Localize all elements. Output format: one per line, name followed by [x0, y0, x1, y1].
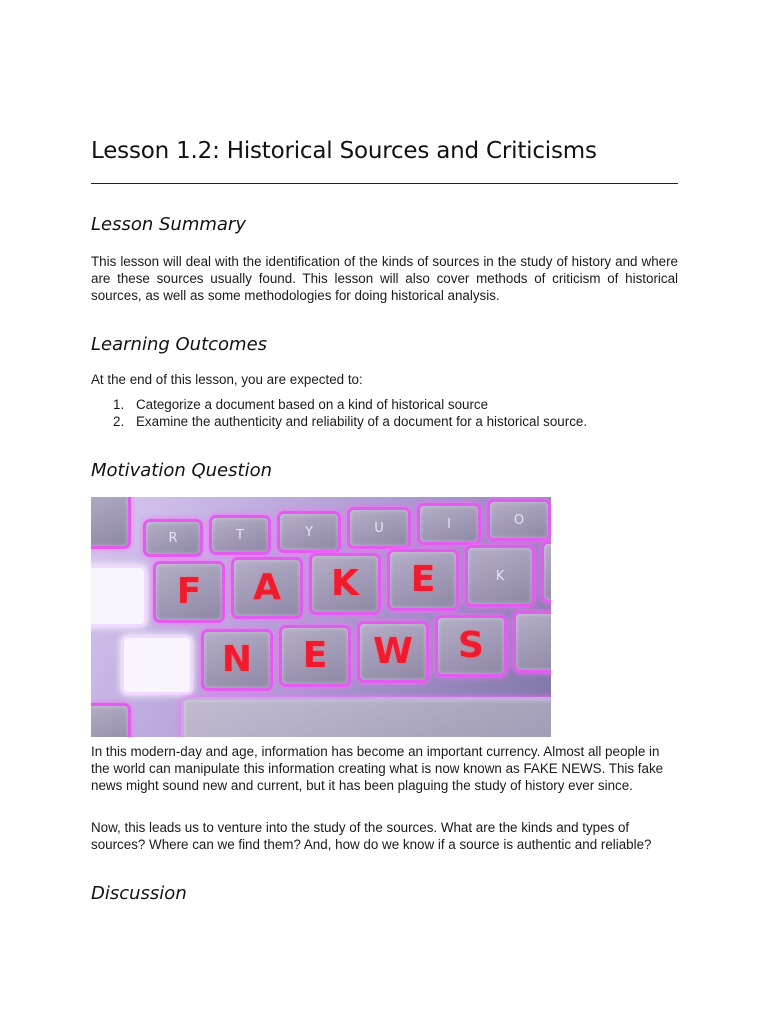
lesson-summary-heading: Lesson Summary: [91, 214, 246, 235]
motivation-paragraph-1: In this modern-day and age, information has become an important currency. Almost all people in the world can manipulate this information creating what is now known as FAKE NEWS. This fake news might sound new and current, but it has been plaguing the study of history ever since.: [91, 744, 664, 793]
keyboard-key: [513, 611, 551, 673]
fake-news-keyboard-image: [91, 497, 551, 737]
keyboard-key: [91, 703, 131, 737]
learning-outcomes-heading: Learning Outcomes: [91, 334, 268, 355]
key-letter: A: [253, 567, 281, 608]
keyboard-key: [121, 635, 193, 695]
list-item: [91, 396, 678, 413]
key-letter: E: [410, 559, 436, 600]
keyboard-key: [387, 549, 459, 611]
keyboard-key: [435, 615, 507, 677]
keyboard-key: [143, 519, 203, 557]
keyboard-key: [357, 621, 429, 683]
keyboard-key: [91, 497, 131, 549]
keyboard-key: [309, 553, 381, 615]
key-letter: W: [373, 631, 413, 672]
discussion-heading: Discussion: [91, 883, 187, 904]
key-letter: E: [302, 635, 328, 676]
keyboard-key: [417, 503, 481, 545]
key-glyph: T: [236, 527, 244, 543]
key-letter: S: [458, 625, 484, 666]
keyboard-key: [91, 565, 147, 627]
key-glyph: K: [495, 568, 505, 584]
key-glyph: O: [513, 512, 525, 528]
lesson-summary-text: This lesson will deal with the identification of the kinds of sources in the study of history and where are these sources usually found. This lesson will also cover methods of criticism of historical sources, as well as some methodologies for doing historical analysis.: [91, 254, 678, 303]
motivation-paragraph-2: Now, this leads us to venture into the study of the sources. What are the kinds and types of sources? Where can we find them? And, how do we know if a source is authentic and reliable?: [91, 820, 652, 852]
page-title: Lesson 1.2: Historical Sources and Criticisms: [91, 138, 597, 164]
keyboard-key: [209, 515, 271, 555]
learning-outcomes-list: [91, 396, 678, 430]
keyboard-key: [487, 499, 551, 541]
keyboard-key: [465, 545, 535, 607]
keyboard-key: [231, 557, 303, 619]
learning-outcomes-intro: At the end of this lesson, you are expected to:: [91, 372, 363, 387]
keyboard-key: [279, 625, 351, 687]
list-item: [91, 413, 678, 430]
motivation-question-heading: Motivation Question: [91, 460, 272, 481]
key-glyph: U: [374, 520, 384, 536]
keyboard-key: [201, 629, 273, 691]
keyboard-spacebar: [181, 697, 551, 737]
key-letter: F: [176, 571, 202, 612]
list-item-number: 1.: [113, 397, 125, 412]
title-divider: [91, 183, 678, 184]
keyboard-key: [347, 507, 411, 549]
key-glyph: Y: [305, 524, 313, 540]
keyboard-key: [153, 561, 225, 623]
list-item-text: Categorize a document based on a kind of historical source: [136, 397, 489, 412]
key-letter: N: [221, 639, 253, 680]
list-item-number: 2.: [113, 414, 125, 429]
list-item-text: Examine the authenticity and reliability of a document for a historical source.: [136, 414, 588, 429]
keyboard-key: [277, 511, 341, 553]
keyboard-key: [541, 541, 551, 603]
key-glyph: I: [447, 516, 451, 532]
key-letter: K: [331, 563, 359, 604]
key-glyph: R: [168, 530, 178, 546]
